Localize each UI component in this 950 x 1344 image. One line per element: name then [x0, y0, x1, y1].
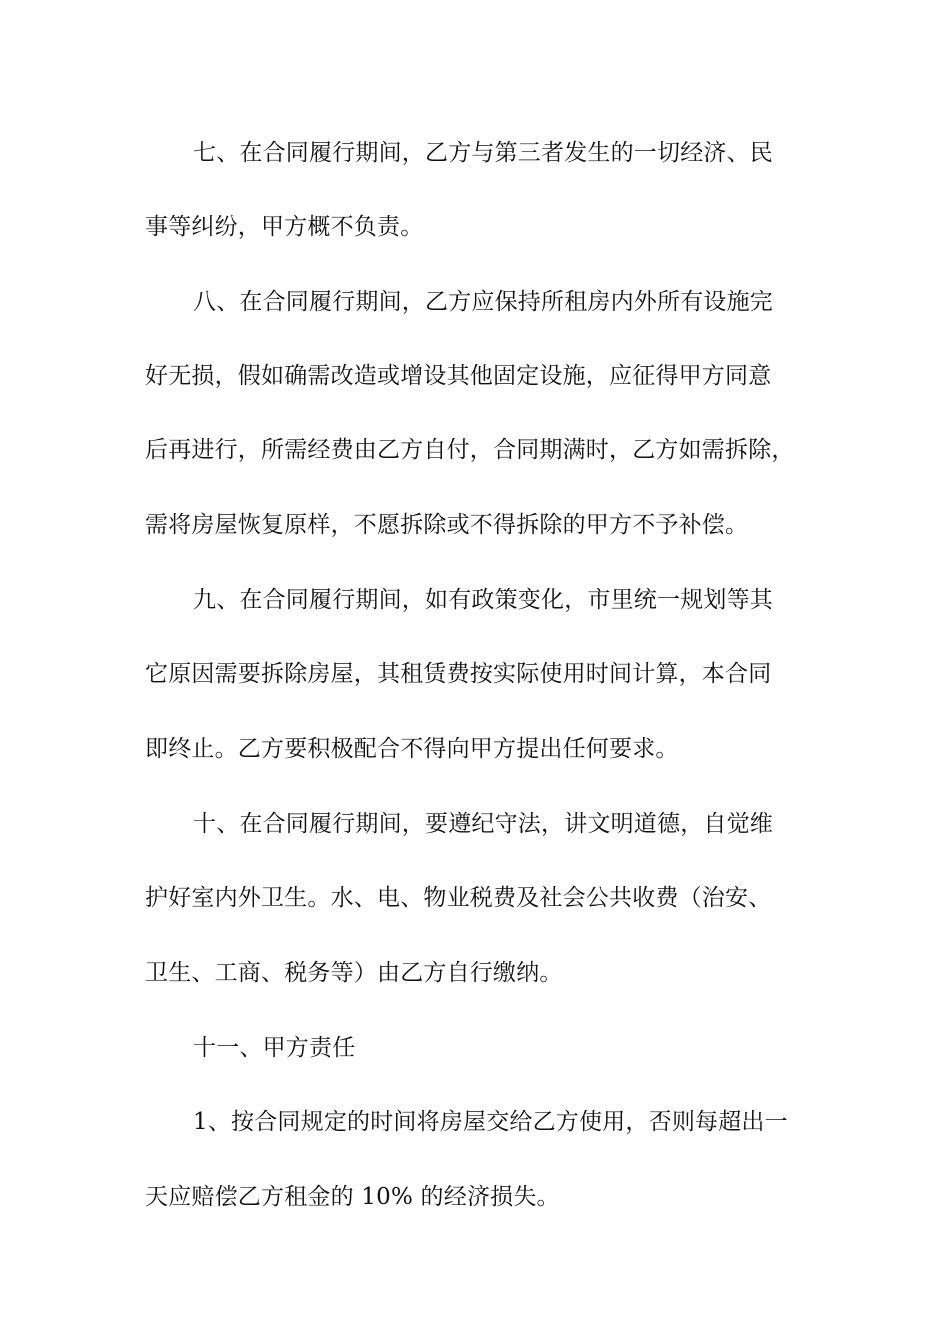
item-1-line-2: 天应赔偿乙方租金的 10% 的经济损失。 — [145, 1184, 560, 1210]
clause-10-line-1: 十、在合同履行期间，要遵纪守法，讲文明道德，自觉维 — [193, 811, 773, 837]
clause-8-line-2: 好无损，假如确需改造或增设其他固定设施，应征得甲方同意 — [145, 363, 772, 389]
clause-9-line-1: 九、在合同履行期间，如有政策变化，市里统一规划等其 — [193, 587, 773, 613]
item-1-line-1: 1、按合同规定的时间将房屋交给乙方使用，否则每超出一 — [193, 1109, 788, 1135]
clause-9-line-3: 即终止。乙方要积极配合不得向甲方提出任何要求。 — [145, 736, 679, 762]
clause-10-line-2: 护好室内外卫生。水、电、物业税费及社会公共收费（治安、 — [145, 885, 772, 911]
clause-8-line-3: 后再进行，所需经费由乙方自付，合同期满时，乙方如需拆除， — [145, 437, 795, 463]
section-heading-party-a-responsibility: 十一、甲方责任 — [193, 1035, 356, 1061]
clause-7-line-1: 七、在合同履行期间，乙方与第三者发生的一切经济、民 — [193, 140, 773, 166]
clause-9-line-2: 它原因需要拆除房屋，其租赁费按实际使用时间计算，本合同 — [145, 661, 772, 687]
clause-10-line-3: 卫生、工商、税务等）由乙方自行缴纳。 — [145, 960, 563, 986]
clause-8-line-4: 需将房屋恢复原样，不愿拆除或不得拆除的甲方不予补偿。 — [145, 512, 749, 538]
clause-7-line-2: 事等纠纷，甲方概不负责。 — [145, 214, 424, 240]
clause-8-line-1: 八、在合同履行期间，乙方应保持所租房内外所有设施完 — [193, 289, 773, 315]
